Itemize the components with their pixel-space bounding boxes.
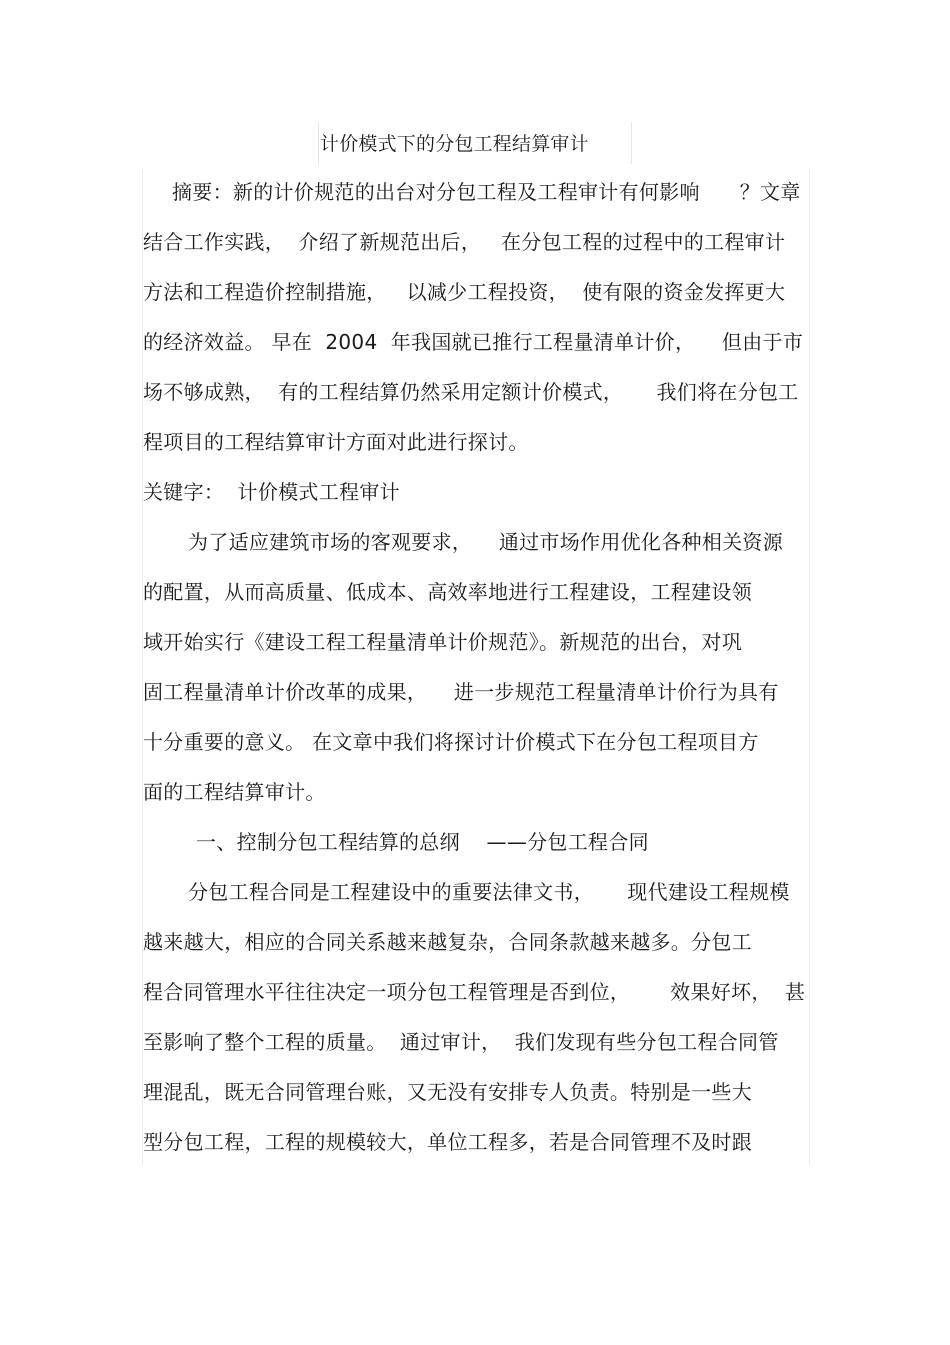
intro-line-5: 十分重要的意义。 在文章中我们将探讨计价模式下在分包工程项目方 xyxy=(143,730,759,754)
section-line-5: 理混乱，既无合同管理台账，又无没有安排专人负责。特别是一些大 xyxy=(143,1080,752,1104)
abstract-line-4: 的经济效益。 早在 2004 年我国就已推行工程量清单计价， 但由于市 xyxy=(143,330,804,354)
intro-line-4: 固工程量清单计价改革的成果， 进一步规范工程量清单计价行为具有 xyxy=(143,680,779,704)
abstract-line-1: 摘要：新的计价规范的出台对分包工程及工程审计有何影响 ？文章 xyxy=(172,180,801,204)
intro-line-3: 域开始实行《建设工程工程量清单计价规范》。新规范的出台，对巩 xyxy=(143,630,742,654)
section-line-1: 分包工程合同是工程建设中的重要法律文书， 现代建设工程规模 xyxy=(188,880,790,904)
abstract-line-2: 结合工作实践， 介绍了新规范出后， 在分包工程的过程中的工程审计 xyxy=(143,230,786,254)
section-line-6: 型分包工程，工程的规模较大，单位工程多，若是合同管理不及时跟 xyxy=(143,1130,752,1154)
abstract-line-3: 方法和工程造价控制措施， 以减少工程投资， 使有限的资金发挥更大 xyxy=(143,280,786,304)
body-frame xyxy=(142,170,810,1165)
keywords-line: 关键字： 计价模式工程审计 xyxy=(143,480,400,504)
abstract-line-5: 场不够成熟， 有的工程结算仍然采用定额计价模式， 我们将在分包工 xyxy=(143,380,799,404)
section-line-3: 程合同管理水平往往决定一项分包工程管理是否到位， 效果好坏， 甚 xyxy=(143,980,806,1004)
document-title: 计价模式下的分包工程结算审计 xyxy=(320,133,589,155)
section-line-4: 至影响了整个工程的质量。 通过审计， 我们发现有些分包工程合同管 xyxy=(143,1030,779,1054)
intro-line-1: 为了适应建筑市场的客观要求， 通过市场作用优化各种相关资源 xyxy=(188,530,784,554)
abstract-line-6: 程项目的工程结算审计方面对此进行探讨。 xyxy=(143,430,529,454)
intro-line-6: 面的工程结算审计。 xyxy=(143,780,326,804)
intro-line-2: 的配置，从而高质量、低成本、高效率地进行工程建设，工程建设领 xyxy=(143,580,752,604)
section-heading: 一、控制分包工程结算的总纲 ——分包工程合同 xyxy=(196,830,649,854)
section-line-2: 越来越大，相应的合同关系越来越复杂，合同条款越来越多。分包工 xyxy=(143,930,752,954)
